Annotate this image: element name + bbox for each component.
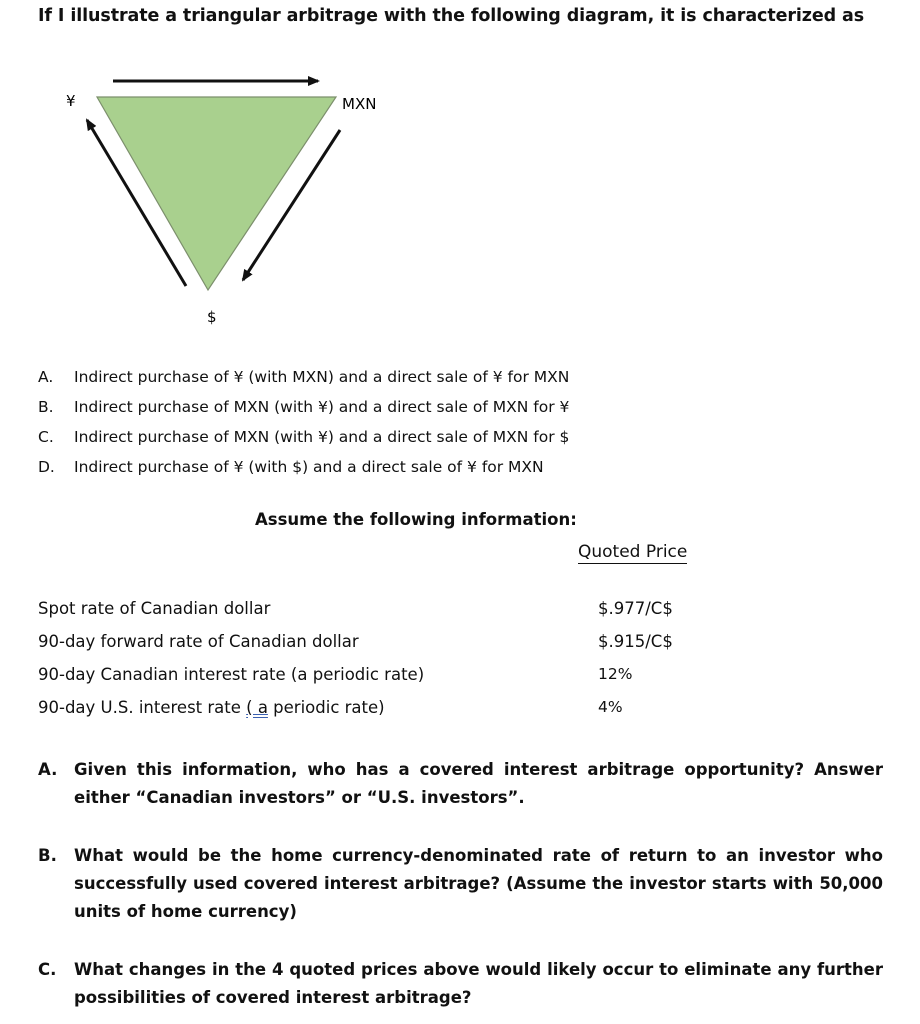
option-d[interactable]: D. Indirect purchase of ¥ (with $) and a direct sale of ¥ for MXN bbox=[38, 458, 544, 476]
rates-table bbox=[38, 592, 738, 724]
rate-label: 90-day Canadian interest rate (a periodic rate) bbox=[38, 665, 425, 684]
rate-value: 4% bbox=[598, 698, 623, 716]
rate-label: Spot rate of Canadian dollar bbox=[38, 599, 271, 618]
question-a: A. Given this information, who has a covered interest arbitrage opportunity? Answer either “Canadian investors” or “U.S. investors”. bbox=[38, 760, 883, 807]
question-heading: If I illustrate a triangular arbitrage with the following diagram, it is characterized as bbox=[38, 6, 865, 26]
usd-label: $ bbox=[207, 308, 217, 326]
question-b: B. What would be the home currency-denominated rate of return to an investor who successfully used covered interest arbitrage? (Assume the investor starts with 50,000 units of home currency) bbox=[38, 846, 883, 921]
rate-label: 90-day U.S. interest rate ( a periodic rate) bbox=[38, 698, 385, 717]
assume-heading: Assume the following information: bbox=[255, 510, 577, 529]
answer-options bbox=[38, 362, 569, 482]
rate-row bbox=[38, 691, 738, 724]
option-c[interactable]: C. Indirect purchase of MXN (with ¥) and a direct sale of MXN for $ bbox=[38, 428, 570, 446]
yen-label: ¥ bbox=[66, 92, 76, 110]
rate-row bbox=[38, 592, 738, 625]
rate-value: $.977/C$ bbox=[598, 599, 673, 618]
rate-row bbox=[38, 625, 738, 658]
rate-value: 12% bbox=[598, 665, 633, 683]
triangular-arbitrage-diagram bbox=[0, 0, 920, 340]
option-a[interactable]: A. Indirect purchase of ¥ (with MXN) and a direct sale of ¥ for MXN bbox=[38, 368, 570, 386]
rate-row bbox=[38, 658, 738, 691]
mxn-label: MXN bbox=[342, 95, 377, 113]
rate-value: $.915/C$ bbox=[598, 632, 673, 651]
option-b[interactable]: B. Indirect purchase of MXN (with ¥) and a direct sale of MXN for ¥ bbox=[38, 398, 570, 416]
quoted-price-header: Quoted Price bbox=[578, 542, 688, 562]
question-c: C. What changes in the 4 quoted prices above would likely occur to eliminate any further possibilities of covered interest arbitrage? bbox=[38, 960, 883, 1007]
rate-label: 90-day forward rate of Canadian dollar bbox=[38, 632, 359, 651]
spellcheck-underline: ( a bbox=[246, 698, 268, 717]
